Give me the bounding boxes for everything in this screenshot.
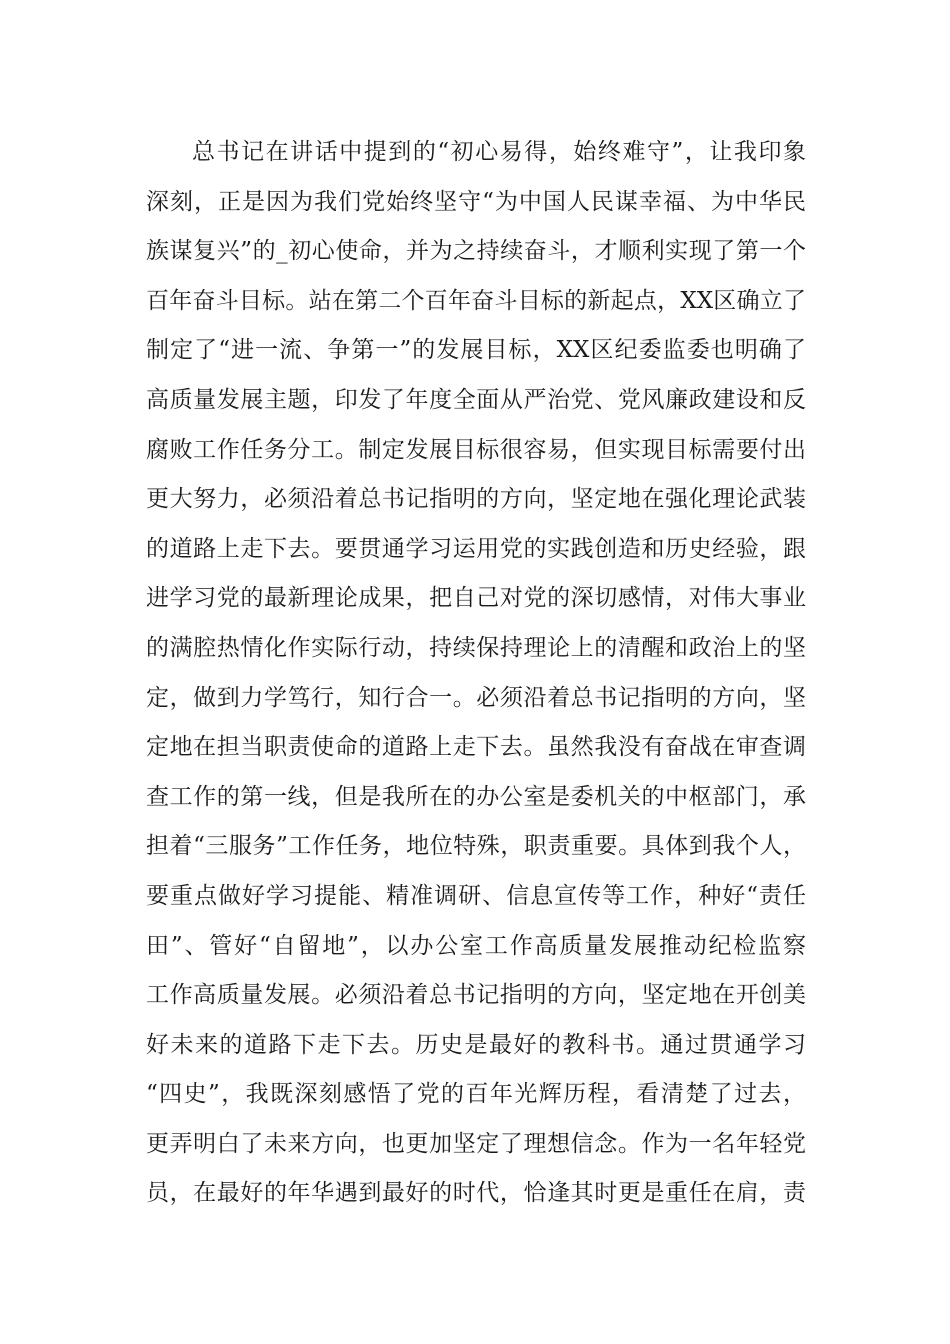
- paragraph-line: 查工作的第一线，但是我所在的办公室是委机关的中枢部门，承: [146, 783, 806, 810]
- paragraph-line: 深刻，正是因为我们党始终坚守“为中国人民谋幸福、为中华民: [146, 188, 806, 215]
- paragraph-line: 定，做到力学笃行，知行合一。必须沿着总书记指明的方向，坚: [146, 684, 806, 711]
- paragraph-line: 更大努力，必须沿着总书记指明的方向，坚定地在强化理论武装: [146, 486, 806, 513]
- paragraph-line: 要重点做好学习提能、精准调研、信息宣传等工作，种好“责任: [146, 882, 806, 909]
- paragraph-line: 高质量发展主题，印发了年度全面从严治党、党风廉政建设和反: [146, 386, 806, 413]
- paragraph-line: 总书记在讲话中提到的“初心易得，始终难守”，让我印象: [192, 139, 806, 165]
- paragraph-line: 工作高质量发展。必须沿着总书记指明的方向，坚定地在开创美: [146, 982, 806, 1009]
- body-paragraph: [146, 128, 806, 1219]
- paragraph-line: 担着“三服务”工作任务，地位特殊，职责重要。具体到我个人，: [146, 833, 806, 860]
- paragraph-line: 好未来的道路下走下去。历史是最好的教科书。通过贯通学习: [146, 1031, 806, 1058]
- paragraph-line: 的道路上走下去。要贯通学习运用党的实践创造和历史经验，跟: [146, 535, 806, 562]
- paragraph-line: 制定了“进一流、争第一”的发展目标，XX区纪委监委也明确了: [146, 337, 806, 364]
- paragraph-line: 的满腔热情化作实际行动，持续保持理论上的清醒和政治上的坚: [146, 634, 806, 661]
- paragraph-line: 更弄明白了未来方向，也更加坚定了理想信念。作为一名年轻党: [146, 1130, 806, 1157]
- paragraph-line: 员，在最好的年华遇到最好的时代，恰逢其时更是重任在肩，责: [146, 1180, 806, 1207]
- paragraph-line: 百年奋斗目标。站在第二个百年奋斗目标的新起点，XX区确立了: [146, 287, 806, 314]
- paragraph-line: 定地在担当职责使命的道路上走下去。虽然我没有奋战在审查调: [146, 734, 806, 761]
- paragraph-line: 族谋复兴”的_初心使命，并为之持续奋斗，才顺利实现了第一个: [146, 238, 806, 265]
- paragraph-line: “四史”，我既深刻感悟了党的百年光辉历程，看清楚了过去，: [146, 1081, 806, 1108]
- paragraph-line: 进学习党的最新理论成果，把自己对党的深切感情，对伟大事业: [146, 585, 806, 612]
- paragraph-line: 田”、管好“自留地”，以办公室工作高质量发展推动纪检监察: [146, 932, 806, 959]
- paragraph-line: 腐败工作任务分工。制定发展目标很容易，但实现目标需要付出: [146, 436, 806, 463]
